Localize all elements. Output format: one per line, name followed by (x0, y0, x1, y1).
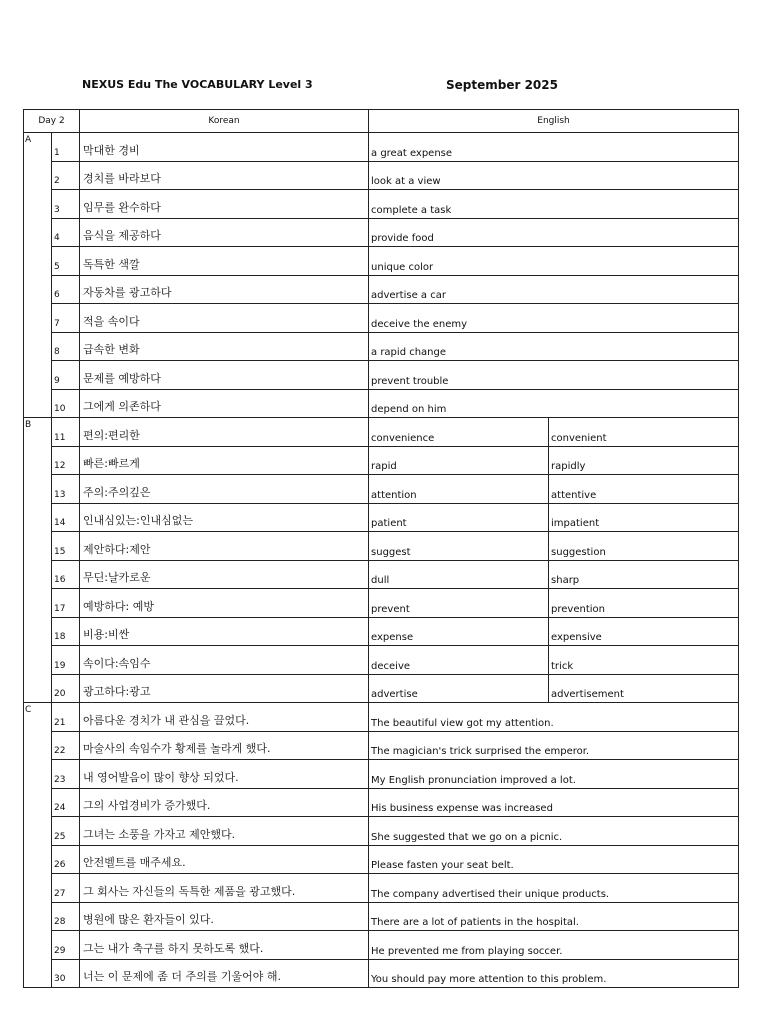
table-row (24, 503, 739, 532)
english-cell-second: advertisement (549, 674, 739, 703)
english-cell-second: attentive (549, 475, 739, 504)
row-number: 30 (52, 959, 80, 988)
row-number: 1 (52, 133, 80, 162)
korean-cell: 급속한 변화 (80, 332, 369, 361)
row-number: 8 (52, 332, 80, 361)
english-column-header: English (369, 110, 739, 133)
table-row (24, 902, 739, 931)
row-number: 6 (52, 275, 80, 304)
table-row (24, 703, 739, 732)
korean-cell: 그의 사업경비가 증가했다. (80, 788, 369, 817)
korean-cell: 문제를 예방하다 (80, 361, 369, 390)
english-cell: deceive the enemy (369, 304, 739, 333)
row-number: 3 (52, 190, 80, 219)
korean-cell: 경치를 바라보다 (80, 161, 369, 190)
korean-cell: 안전벨트를 매주세요. (80, 845, 369, 874)
korean-cell: 막대한 경비 (80, 133, 369, 162)
korean-cell: 아름다운 경치가 내 관심을 끌었다. (80, 703, 369, 732)
korean-cell: 마술사의 속임수가 황제를 놀라게 했다. (80, 731, 369, 760)
table-row (24, 788, 739, 817)
english-cell-second: suggestion (549, 532, 739, 561)
english-cell-second: trick (549, 646, 739, 675)
korean-cell: 내 영어발음이 많이 향상 되었다. (80, 760, 369, 789)
row-number: 29 (52, 931, 80, 960)
row-number: 18 (52, 617, 80, 646)
table-row (24, 760, 739, 789)
english-cell: advertise a car (369, 275, 739, 304)
table-row (24, 275, 739, 304)
day-label: Day 2 (24, 110, 80, 133)
english-cell: provide food (369, 218, 739, 247)
english-cell-second: impatient (549, 503, 739, 532)
table-row (24, 817, 739, 846)
row-number: 4 (52, 218, 80, 247)
row-number: 11 (52, 418, 80, 447)
table-row (24, 589, 739, 618)
table-row (24, 304, 739, 333)
row-number: 15 (52, 532, 80, 561)
table-row (24, 247, 739, 276)
korean-cell: 그는 내가 축구를 하지 못하도록 했다. (80, 931, 369, 960)
table-row (24, 161, 739, 190)
table-row (24, 874, 739, 903)
english-cell: The company advertised their unique products. (369, 874, 739, 903)
korean-cell: 너는 이 문제에 좀 더 주의를 기울어야 해. (80, 959, 369, 988)
english-cell: There are a lot of patients in the hospital. (369, 902, 739, 931)
english-cell: She suggested that we go on a picnic. (369, 817, 739, 846)
row-number: 26 (52, 845, 80, 874)
row-number: 14 (52, 503, 80, 532)
english-cell: The magician's trick surprised the emperor. (369, 731, 739, 760)
korean-cell: 독특한 색깔 (80, 247, 369, 276)
table-row (24, 218, 739, 247)
table-row (24, 361, 739, 390)
row-number: 12 (52, 446, 80, 475)
english-cell: attention (369, 475, 549, 504)
table-row (24, 418, 739, 447)
english-cell: dull (369, 560, 549, 589)
english-cell: look at a view (369, 161, 739, 190)
table-row (24, 332, 739, 361)
row-number: 17 (52, 589, 80, 618)
korean-cell: 적을 속이다 (80, 304, 369, 333)
korean-cell: 인내심있는:인내심없는 (80, 503, 369, 532)
korean-cell: 광고하다:광고 (80, 674, 369, 703)
row-number: 19 (52, 646, 80, 675)
english-cell: prevent trouble (369, 361, 739, 390)
korean-cell: 편의:편리한 (80, 418, 369, 447)
row-number: 10 (52, 389, 80, 418)
english-cell-second: rapidly (549, 446, 739, 475)
english-cell: My English pronunciation improved a lot. (369, 760, 739, 789)
row-number: 23 (52, 760, 80, 789)
english-cell: advertise (369, 674, 549, 703)
row-number: 25 (52, 817, 80, 846)
korean-cell: 병원에 많은 환자들이 있다. (80, 902, 369, 931)
english-cell: suggest (369, 532, 549, 561)
row-number: 5 (52, 247, 80, 276)
english-cell: depend on him (369, 389, 739, 418)
korean-cell: 예방하다: 예방 (80, 589, 369, 618)
english-cell: a rapid change (369, 332, 739, 361)
english-cell: His business expense was increased (369, 788, 739, 817)
table-row (24, 845, 739, 874)
english-cell: a great expense (369, 133, 739, 162)
row-number: 9 (52, 361, 80, 390)
korean-cell: 그에게 의존하다 (80, 389, 369, 418)
table-row (24, 674, 739, 703)
document-date: September 2025 (446, 78, 558, 92)
row-number: 7 (52, 304, 80, 333)
table-row (24, 389, 739, 418)
document-title: NEXUS Edu The VOCABULARY Level 3 (82, 78, 313, 91)
table-row (24, 475, 739, 504)
korean-cell: 임무를 완수하다 (80, 190, 369, 219)
korean-cell: 주의:주의깊은 (80, 475, 369, 504)
vocabulary-table (23, 109, 739, 988)
table-row (24, 731, 739, 760)
table-row (24, 646, 739, 675)
korean-cell: 그녀는 소풍을 가자고 제안했다. (80, 817, 369, 846)
korean-cell: 무딘:날카로운 (80, 560, 369, 589)
table-row (24, 133, 739, 162)
row-number: 27 (52, 874, 80, 903)
english-cell-second: convenient (549, 418, 739, 447)
section-label: C (24, 703, 52, 988)
english-cell: Please fasten your seat belt. (369, 845, 739, 874)
english-cell: prevent (369, 589, 549, 618)
row-number: 13 (52, 475, 80, 504)
table-row (24, 532, 739, 561)
korean-cell: 제안하다:제안 (80, 532, 369, 561)
table-row (24, 959, 739, 988)
english-cell: complete a task (369, 190, 739, 219)
row-number: 16 (52, 560, 80, 589)
english-cell: unique color (369, 247, 739, 276)
table-row (24, 617, 739, 646)
english-cell-second: prevention (549, 589, 739, 618)
english-cell: patient (369, 503, 549, 532)
table-row (24, 931, 739, 960)
english-cell: convenience (369, 418, 549, 447)
english-cell: The beautiful view got my attention. (369, 703, 739, 732)
english-cell: rapid (369, 446, 549, 475)
korean-cell: 자동차를 광고하다 (80, 275, 369, 304)
row-number: 21 (52, 703, 80, 732)
english-cell: expense (369, 617, 549, 646)
english-cell-second: expensive (549, 617, 739, 646)
korean-cell: 속이다:속임수 (80, 646, 369, 675)
english-cell: deceive (369, 646, 549, 675)
korean-cell: 음식을 제공하다 (80, 218, 369, 247)
korean-column-header: Korean (80, 110, 369, 133)
section-label: A (24, 133, 52, 418)
row-number: 20 (52, 674, 80, 703)
section-label: B (24, 418, 52, 703)
english-cell-second: sharp (549, 560, 739, 589)
table-row (24, 446, 739, 475)
row-number: 28 (52, 902, 80, 931)
row-number: 22 (52, 731, 80, 760)
row-number: 2 (52, 161, 80, 190)
english-cell: He prevented me from playing soccer. (369, 931, 739, 960)
table-header-row (24, 110, 739, 133)
korean-cell: 그 회사는 자신들의 독특한 제품을 광고했다. (80, 874, 369, 903)
korean-cell: 비용:비싼 (80, 617, 369, 646)
table-row (24, 560, 739, 589)
korean-cell: 빠른:빠르게 (80, 446, 369, 475)
english-cell: You should pay more attention to this problem. (369, 959, 739, 988)
row-number: 24 (52, 788, 80, 817)
table-row (24, 190, 739, 219)
